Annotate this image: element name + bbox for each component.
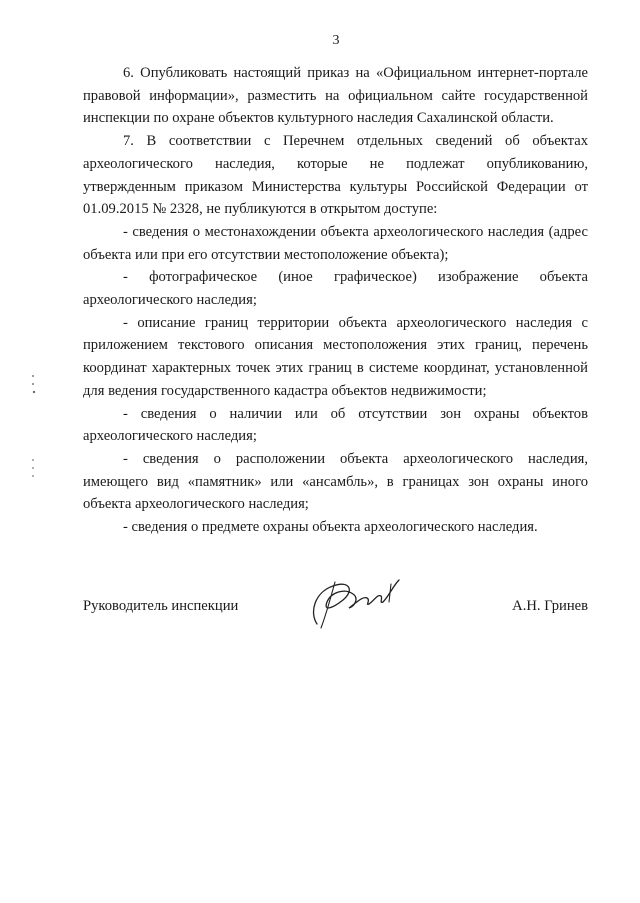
document-body [83, 62, 588, 539]
signatory-name: А.Н. Гринев [512, 598, 588, 614]
list-item-location-info: - сведения о местонахождении объекта археологического наследия (адрес объекта или при его отсутствии местоположение объекта); [83, 223, 588, 263]
page-number: 3 [332, 33, 340, 48]
signatory-position: Руководитель инспекции [83, 598, 239, 614]
scan-margin-marks [28, 370, 38, 490]
list-item-protection-zones: - сведения о наличии или об отсутствии зон охраны объектов археологического наследия; [83, 405, 588, 445]
list-item-location-in-zones: - сведения о расположении объекта археологического наследия, имеющего вид «памятник» или «ансамбль», в границах зон охраны иного объекта археологического наследия; [83, 450, 588, 513]
list-item-boundary-description: - описание границ территории объекта археологического наследия с приложением текстового описания местоположения этих границ, перечень координат характерных точек этих границ в системе координат, установленной для ведения государственного кадастра объектов недвижимости; [83, 314, 588, 399]
handwritten-signature [305, 572, 405, 632]
list-item-photo-image: - фотографическое (иное графическое) изображение объекта археологического наследия; [83, 269, 588, 309]
paragraph-publish-order: 6. Опубликовать настоящий приказ на «Официальном интернет-портале правовой информации», разместить на официальном сайте государственной инспекции по охране объектов культурного наследия Сахалинской области. [83, 65, 588, 127]
paragraph-restricted-info-intro: 7. В соответствии с Перечнем отдельных сведений об объектах археологического наследия, которые не подлежат опубликованию, утвержденным приказом Министерства культуры Российской Федерации от 01.09.2015 № 2328, не публикуются в открытом доступе: [83, 133, 588, 218]
list-item-protection-subject: - сведения о предмете охраны объекта археологического наследия. [123, 519, 538, 536]
